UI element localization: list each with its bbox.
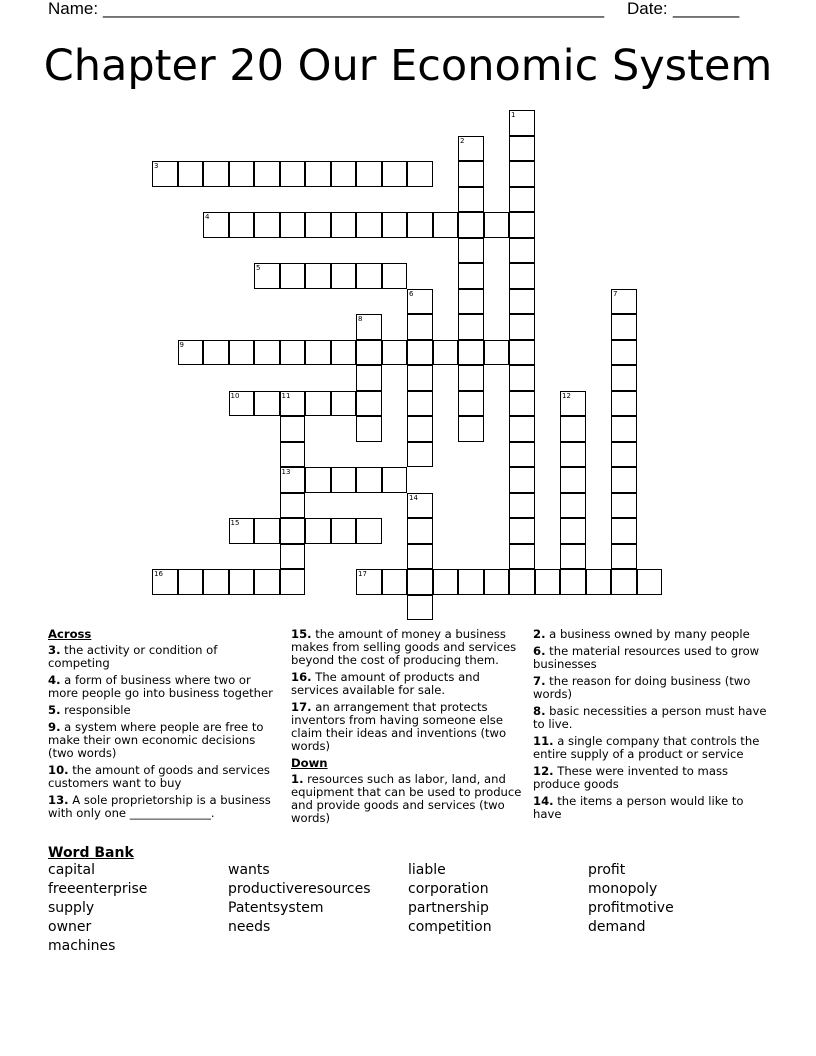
crossword-cell[interactable] [611, 544, 637, 570]
crossword-cell[interactable] [407, 289, 433, 315]
down-heading: Down [291, 756, 328, 770]
clue-down-14: 14. the items a person would like to have [533, 794, 744, 821]
word-bank-word: competition [408, 919, 492, 935]
crossword-cell[interactable] [509, 416, 535, 442]
crossword-cell[interactable] [254, 263, 280, 289]
crossword-cell[interactable] [458, 136, 484, 162]
crossword-cell[interactable] [280, 569, 306, 595]
crossword-cell[interactable] [229, 391, 255, 417]
crossword-cell[interactable] [356, 340, 382, 366]
crossword-cell[interactable] [611, 365, 637, 391]
crossword-cell[interactable] [305, 340, 331, 366]
crossword-cell[interactable] [509, 442, 535, 468]
crossword-cell[interactable] [611, 569, 637, 595]
crossword-cell[interactable] [254, 518, 280, 544]
crossword-cell[interactable] [331, 161, 357, 187]
word-bank-word: liable [408, 862, 446, 878]
crossword-cell[interactable] [203, 340, 229, 366]
crossword-cell[interactable] [458, 238, 484, 264]
clue-number: 7 [613, 289, 618, 298]
crossword-cell[interactable] [331, 518, 357, 544]
crossword-cell[interactable] [305, 467, 331, 493]
name-line[interactable]: _____________________________________________________ [103, 0, 605, 18]
crossword-cell[interactable] [407, 365, 433, 391]
crossword-cell[interactable] [280, 442, 306, 468]
crossword-cell[interactable] [407, 518, 433, 544]
crossword-cell[interactable] [203, 212, 229, 238]
crossword-cell[interactable] [611, 416, 637, 442]
clue-number: 4 [205, 213, 210, 221]
crossword-cell[interactable] [407, 493, 433, 519]
crossword-cell[interactable] [458, 212, 484, 238]
word-bank-word: profitmotive [588, 900, 674, 916]
crossword-cell[interactable] [407, 161, 433, 187]
crossword-cell[interactable] [458, 161, 484, 187]
crossword-cell[interactable] [509, 314, 535, 340]
clue-number: 6 [409, 289, 414, 298]
clue-down-6: 6. the material resources used to grow businesses [533, 644, 760, 671]
crossword-cell[interactable] [305, 161, 331, 187]
crossword-cell[interactable] [229, 161, 255, 187]
crossword-cell[interactable] [331, 263, 357, 289]
crossword-cell[interactable] [356, 161, 382, 187]
clues-column-1 [48, 628, 278, 824]
clue-number: 8 [358, 315, 363, 323]
clue-down-2: 2. a business owned by many people [533, 627, 750, 641]
crossword-cell[interactable] [560, 391, 586, 417]
crossword-cell[interactable] [356, 569, 382, 595]
crossword-cell[interactable] [305, 518, 331, 544]
crossword-cell[interactable] [458, 569, 484, 595]
crossword-cell[interactable] [458, 289, 484, 315]
crossword-cell[interactable] [407, 340, 433, 366]
crossword-cell[interactable] [305, 212, 331, 238]
crossword-cell[interactable] [509, 340, 535, 366]
clue-number: 14 [409, 493, 418, 502]
clues-column-2 [291, 628, 526, 829]
clue-across-17: 17. an arrangement that protects inventors from having someone else claim their ideas and inventions (two words) [291, 700, 507, 753]
crossword-cell[interactable] [484, 569, 510, 595]
crossword-cell[interactable] [509, 263, 535, 289]
crossword-cell[interactable] [254, 161, 280, 187]
crossword-cell[interactable] [586, 569, 612, 595]
clue-number: 10 [230, 391, 240, 400]
clue-across-13: 13. A sole proprietorship is a business with only one ______________. [48, 793, 271, 820]
crossword-cell[interactable] [611, 340, 637, 366]
crossword-cell[interactable] [407, 442, 433, 468]
crossword-cell[interactable] [535, 569, 561, 595]
clue-number: 2 [460, 136, 465, 145]
clue-down-7: 7. the reason for doing business (two words) [533, 674, 751, 701]
word-bank-word: corporation [408, 881, 489, 897]
clue-number: 11 [281, 391, 291, 400]
crossword-cell[interactable] [509, 289, 535, 315]
crossword-cell[interactable] [433, 340, 459, 366]
crossword-cell[interactable] [458, 391, 484, 417]
crossword-cell[interactable] [509, 467, 535, 493]
crossword-cell[interactable] [152, 569, 178, 595]
clue-number: 12 [562, 391, 571, 400]
crossword-cell[interactable] [331, 467, 357, 493]
word-bank [48, 845, 768, 962]
crossword-cell[interactable] [509, 569, 535, 595]
crossword-cell[interactable] [356, 518, 382, 544]
word-bank-word: Patentsystem [228, 900, 324, 916]
crossword-cell[interactable] [407, 212, 433, 238]
crossword-cell[interactable] [254, 212, 280, 238]
crossword-cell[interactable] [433, 569, 459, 595]
crossword-cell[interactable] [178, 569, 204, 595]
crossword-cell[interactable] [254, 391, 280, 417]
crossword-cell[interactable] [280, 544, 306, 570]
crossword-cell[interactable] [178, 161, 204, 187]
crossword-cell[interactable] [178, 340, 204, 366]
crossword-cell[interactable] [458, 340, 484, 366]
page-title: Chapter 20 Our Economic System [43, 41, 773, 91]
clue-across-4: 4. a form of business where two or more people go into business together [48, 673, 273, 700]
word-bank-word: productiveresources [228, 881, 371, 897]
crossword-cell[interactable] [611, 289, 637, 315]
crossword-cell[interactable] [229, 212, 255, 238]
word-bank-word: wants [228, 862, 270, 878]
clue-across-15: 15. the amount of money a business makes from selling goods and services beyond the cost of producing them. [291, 627, 517, 667]
clue-down-11: 11. a single company that controls the entire supply of a product or service [533, 734, 760, 761]
crossword-cell[interactable] [611, 391, 637, 417]
crossword-cell[interactable] [458, 416, 484, 442]
crossword-cell[interactable] [509, 212, 535, 238]
crossword-cell[interactable] [484, 340, 510, 366]
crossword-cell[interactable] [280, 263, 306, 289]
word-bank-word: owner [48, 919, 92, 935]
crossword-cell[interactable] [509, 365, 535, 391]
clue-across-5: 5. responsible [48, 703, 131, 717]
crossword-cell[interactable] [229, 518, 255, 544]
crossword-cell[interactable] [280, 467, 306, 493]
crossword-cell[interactable] [611, 493, 637, 519]
crossword-cell[interactable] [356, 314, 382, 340]
crossword-cell[interactable] [484, 212, 510, 238]
crossword-cell[interactable] [280, 391, 306, 417]
word-bank-word: demand [588, 919, 646, 935]
clue-number: 17 [358, 570, 367, 578]
crossword-cell[interactable] [280, 493, 306, 519]
crossword-cell[interactable] [458, 187, 484, 213]
crossword-cell[interactable] [356, 365, 382, 391]
crossword-cell[interactable] [611, 518, 637, 544]
crossword-cell[interactable] [280, 161, 306, 187]
crossword-cell[interactable] [280, 212, 306, 238]
clue-down-1: 1. resources such as labor, land, and equipment that can be used to produce and provide goods and services (two words) [291, 772, 522, 825]
word-bank-word: supply [48, 900, 95, 916]
clue-number: 3 [154, 162, 159, 170]
crossword-cell[interactable] [560, 493, 586, 519]
word-bank-word: capital [48, 862, 96, 878]
crossword-cell[interactable] [433, 212, 459, 238]
crossword-cell[interactable] [458, 263, 484, 289]
word-bank-word: monopoly [588, 881, 658, 897]
crossword-cell[interactable] [356, 263, 382, 289]
word-bank-word: freeenterprise [48, 881, 148, 897]
clue-number: 1 [511, 111, 516, 119]
crossword-cell[interactable] [331, 391, 357, 417]
date-line[interactable]: _______ [673, 0, 740, 18]
crossword-cell[interactable] [407, 569, 433, 595]
crossword-cell[interactable] [203, 569, 229, 595]
clue-number: 9 [179, 340, 184, 349]
crossword-cell[interactable] [382, 467, 408, 493]
clue-across-10: 10. the amount of goods and services customers want to buy [48, 763, 270, 790]
crossword-cell[interactable] [509, 544, 535, 570]
crossword-cell[interactable] [229, 569, 255, 595]
crossword-cell[interactable] [509, 493, 535, 519]
crossword-cell[interactable] [407, 595, 433, 621]
crossword-cell[interactable] [509, 391, 535, 417]
crossword-cell[interactable] [305, 263, 331, 289]
crossword-cell[interactable] [254, 569, 280, 595]
crossword-cell[interactable] [152, 161, 178, 187]
crossword-cell[interactable] [356, 416, 382, 442]
crossword-cell[interactable] [560, 544, 586, 570]
clue-number: 5 [256, 264, 261, 272]
date-label: Date: [627, 0, 668, 18]
crossword-cell[interactable] [331, 212, 357, 238]
clues-column-3 [533, 628, 768, 825]
crossword-cell[interactable] [509, 518, 535, 544]
clue-across-16: 16. The amount of products and services available for sale. [291, 670, 480, 697]
crossword-cell[interactable] [305, 391, 331, 417]
across-heading: Across [48, 627, 92, 641]
crossword-cell[interactable] [560, 467, 586, 493]
crossword-cell[interactable] [611, 314, 637, 340]
crossword-cell[interactable] [560, 416, 586, 442]
crossword-cell[interactable] [382, 161, 408, 187]
crossword-cell[interactable] [356, 467, 382, 493]
word-bank-word: machines [48, 938, 116, 954]
crossword-cell[interactable] [331, 340, 357, 366]
crossword-cell[interactable] [407, 544, 433, 570]
crossword-cell[interactable] [280, 518, 306, 544]
crossword-cell[interactable] [560, 442, 586, 468]
crossword-cell[interactable] [382, 212, 408, 238]
crossword-cell[interactable] [254, 340, 280, 366]
clue-down-8: 8. basic necessities a person must have to live. [533, 704, 767, 731]
crossword-cell[interactable] [203, 161, 229, 187]
word-bank-word: partnership [408, 900, 489, 916]
word-bank-list [48, 862, 768, 962]
crossword-cell[interactable] [356, 391, 382, 417]
clue-across-3: 3. the activity or condition of competing [48, 643, 218, 670]
crossword-cell[interactable] [611, 442, 637, 468]
clue-number: 16 [154, 570, 163, 578]
clue-number: 15 [230, 519, 240, 527]
crossword-cell[interactable] [509, 110, 535, 136]
crossword-cell[interactable] [458, 365, 484, 391]
crossword-cell[interactable] [509, 136, 535, 162]
crossword-cell[interactable] [382, 263, 408, 289]
name-label: Name: [48, 0, 99, 18]
crossword-cell[interactable] [509, 161, 535, 187]
crossword-cell[interactable] [560, 569, 586, 595]
word-bank-word: needs [228, 919, 271, 935]
crossword-cell[interactable] [407, 314, 433, 340]
crossword-cell[interactable] [611, 467, 637, 493]
clue-number: 13 [281, 468, 291, 476]
crossword-cell[interactable] [356, 212, 382, 238]
crossword-cell[interactable] [382, 569, 408, 595]
word-bank-title: Word Bank [48, 845, 134, 861]
crossword-cell[interactable] [280, 340, 306, 366]
crossword-cell[interactable] [509, 187, 535, 213]
crossword-cell[interactable] [560, 518, 586, 544]
crossword-cell[interactable] [280, 416, 306, 442]
crossword-cell[interactable] [509, 238, 535, 264]
crossword-cell[interactable] [407, 391, 433, 417]
clue-down-12: 12. These were invented to mass produce goods [533, 764, 729, 791]
crossword-cell[interactable] [229, 340, 255, 366]
clue-across-9: 9. a system where people are free to make their own economic decisions (two words) [48, 720, 264, 760]
crossword-cell[interactable] [382, 340, 408, 366]
crossword-cell[interactable] [407, 416, 433, 442]
crossword-cell[interactable] [458, 314, 484, 340]
word-bank-word: profit [588, 862, 626, 878]
crossword-cell[interactable] [637, 569, 663, 595]
